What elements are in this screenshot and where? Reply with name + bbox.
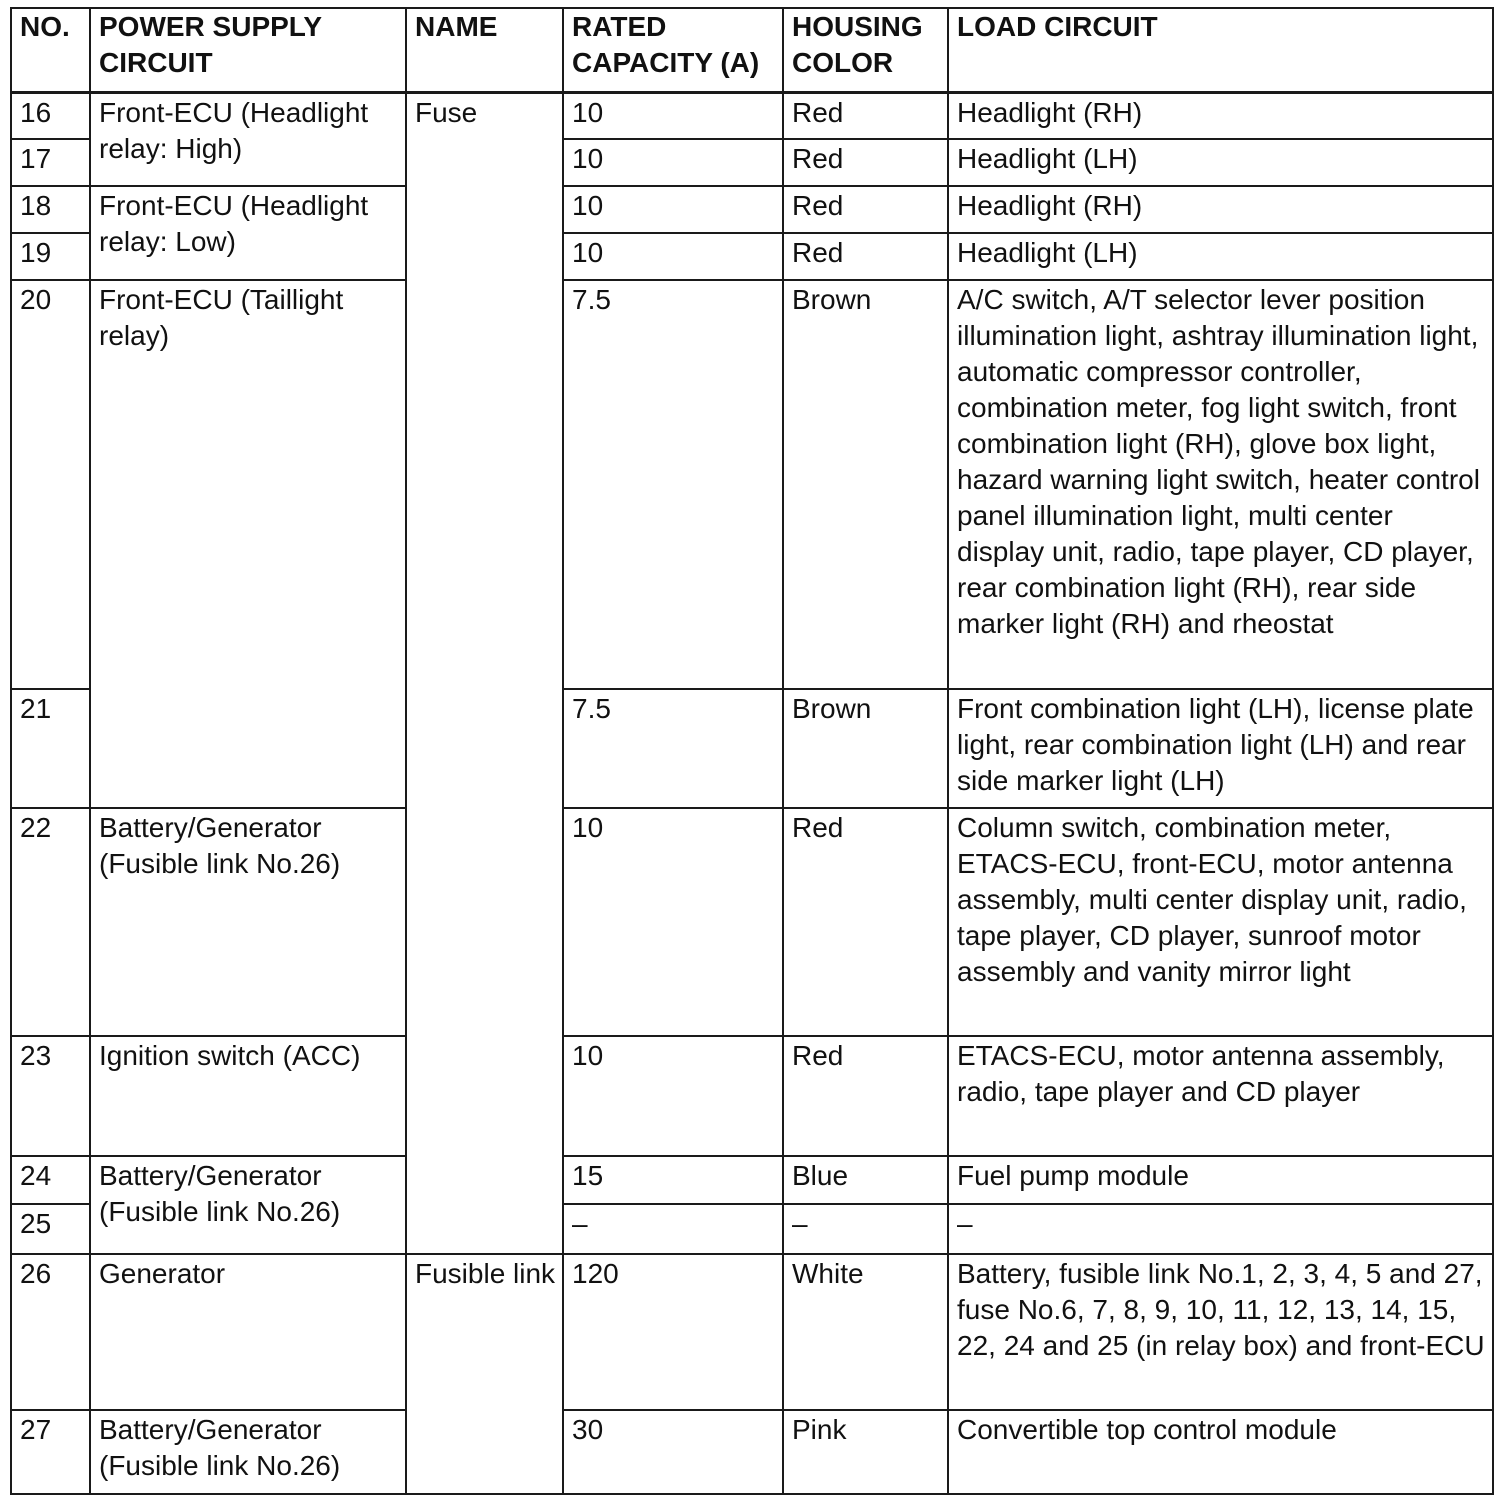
cell-load: Column switch, combination meter, ETACS-ECU, front-ECU, motor antenna assembly, multi center display unit, radio, tape player, CD player, sunroof motor assembly and vanity mirror light — [948, 808, 1493, 1036]
cell-no: 19 — [11, 233, 90, 280]
cell-no: 25 — [11, 1204, 90, 1254]
cell-no: 22 — [11, 808, 90, 1036]
cell-no: 23 — [11, 1036, 90, 1156]
cell-capacity: 10 — [563, 186, 783, 233]
cell-capacity: 10 — [563, 92, 783, 139]
cell-power-supply: Battery/Generator (Fusible link No.26) — [90, 808, 406, 1036]
fuse-table — [10, 7, 1494, 1495]
cell-capacity: 15 — [563, 1156, 783, 1204]
cell-no: 26 — [11, 1254, 90, 1410]
cell-power-supply: Front-ECU (Headlight relay: High) — [90, 92, 406, 186]
cell-load: Front combination light (LH), license plate light, rear combination light (LH) and rear side marker light (LH) — [948, 689, 1493, 808]
cell-name: Fusible link — [406, 1254, 563, 1494]
cell-no: 17 — [11, 139, 90, 186]
cell-load: Headlight (RH) — [948, 92, 1493, 139]
cell-color: Red — [783, 233, 948, 280]
header-rated-capacity: RATED CAPACITY (A) — [563, 8, 783, 92]
cell-capacity: 30 — [563, 1410, 783, 1494]
cell-power-supply: Battery/Generator (Fusible link No.26) — [90, 1410, 406, 1494]
cell-name: Fuse — [406, 92, 563, 1254]
cell-color: Red — [783, 92, 948, 139]
cell-load: ETACS-ECU, motor antenna assembly, radio, tape player and CD player — [948, 1036, 1493, 1156]
cell-no: 24 — [11, 1156, 90, 1204]
cell-load: A/C switch, A/T selector lever position illumination light, ashtray illumination light, automatic compressor controller, combination meter, fog light switch, front combination light (RH), glove box light, hazard warning light switch, heater control panel illumination light, multi center display unit, radio, tape player, CD player, rear combination light (RH), rear side marker light (RH) and rheostat — [948, 280, 1493, 689]
header-no: NO. — [11, 8, 90, 92]
table-row — [11, 280, 1493, 689]
cell-load: Fuel pump module — [948, 1156, 1493, 1204]
cell-color: Red — [783, 186, 948, 233]
cell-capacity: 10 — [563, 1036, 783, 1156]
cell-color: – — [783, 1204, 948, 1254]
cell-power-supply: Front-ECU (Headlight relay: Low) — [90, 186, 406, 280]
cell-color: Red — [783, 139, 948, 186]
header-name: NAME — [406, 8, 563, 92]
cell-no: 16 — [11, 92, 90, 139]
cell-power-supply: Battery/Generator (Fusible link No.26) — [90, 1156, 406, 1254]
table-row — [11, 1254, 1493, 1410]
cell-load: Battery, fusible link No.1, 2, 3, 4, 5 and 27, fuse No.6, 7, 8, 9, 10, 11, 12, 13, 14, 15, 22, 24 and 25 (in relay box) and front-ECU — [948, 1254, 1493, 1410]
cell-color: Blue — [783, 1156, 948, 1204]
header-housing-color: HOUSING COLOR — [783, 8, 948, 92]
table-row — [11, 1156, 1493, 1204]
cell-capacity: 7.5 — [563, 280, 783, 689]
cell-color: Brown — [783, 689, 948, 808]
cell-color: Red — [783, 808, 948, 1036]
cell-power-supply: Generator — [90, 1254, 406, 1410]
cell-load: – — [948, 1204, 1493, 1254]
cell-power-supply: Ignition switch (ACC) — [90, 1036, 406, 1156]
cell-no: 21 — [11, 689, 90, 808]
cell-capacity: 10 — [563, 233, 783, 280]
cell-color: Brown — [783, 280, 948, 689]
cell-capacity: 7.5 — [563, 689, 783, 808]
cell-capacity: 10 — [563, 808, 783, 1036]
cell-capacity: 120 — [563, 1254, 783, 1410]
cell-capacity: – — [563, 1204, 783, 1254]
cell-no: 20 — [11, 280, 90, 689]
header-row — [11, 8, 1493, 92]
cell-load: Headlight (LH) — [948, 233, 1493, 280]
cell-load: Headlight (RH) — [948, 186, 1493, 233]
table-row — [11, 808, 1493, 1036]
cell-capacity: 10 — [563, 139, 783, 186]
table-row — [11, 186, 1493, 233]
table-row — [11, 92, 1493, 139]
header-load-circuit: LOAD CIRCUIT — [948, 8, 1493, 92]
cell-no: 27 — [11, 1410, 90, 1494]
cell-load: Convertible top control module — [948, 1410, 1493, 1494]
cell-color: Red — [783, 1036, 948, 1156]
cell-no: 18 — [11, 186, 90, 233]
table-row — [11, 1410, 1493, 1494]
cell-load: Headlight (LH) — [948, 139, 1493, 186]
table-row — [11, 1036, 1493, 1156]
cell-color: White — [783, 1254, 948, 1410]
cell-power-supply: Front-ECU (Taillight relay) — [90, 280, 406, 808]
cell-color: Pink — [783, 1410, 948, 1494]
header-power-supply-circuit: POWER SUPPLY CIRCUIT — [90, 8, 406, 92]
